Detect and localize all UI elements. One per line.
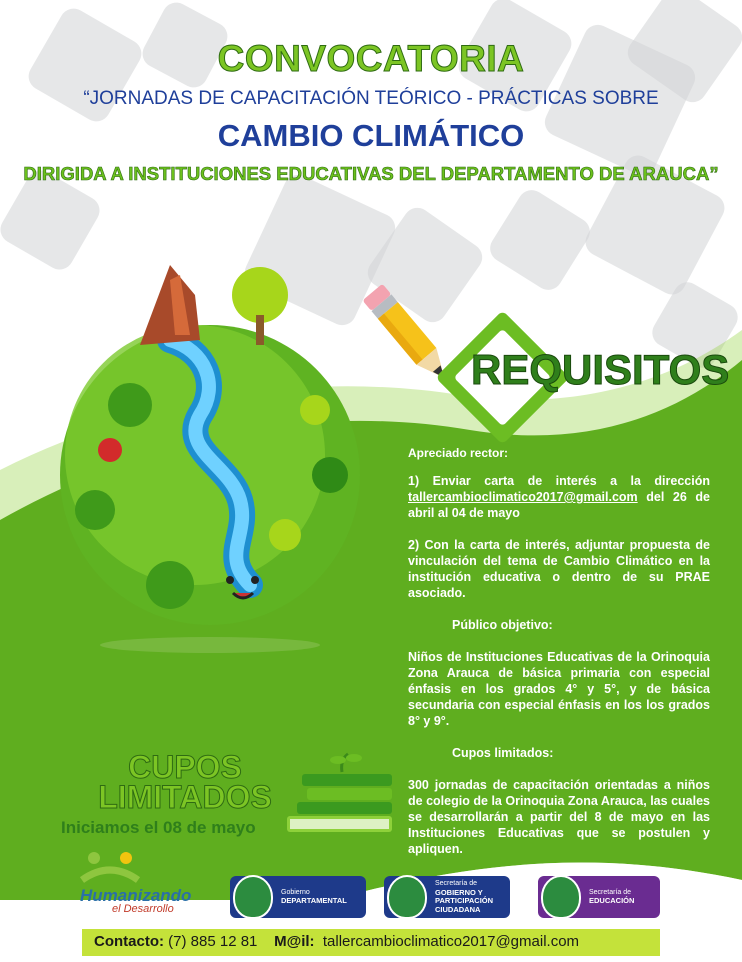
cupos-line1: CUPOS	[128, 749, 242, 785]
requirement-1	[408, 473, 710, 521]
contact-label: Contacto:	[94, 933, 164, 950]
subtitle-audience: DIRIGIDA A INSTITUCIONES EDUCATIVAS DEL DEPARTAMENTO DE ARAUCA”	[23, 163, 719, 184]
subtitle-jornadas: “JORNADAS DE CAPACITACIÓN TEÓRICO - PRÁCTICAS SOBRE	[83, 88, 659, 109]
secretaria-gobierno-label: Secretaría de GOBIERNO Y PARTICIPACIÓN CIUDADANA	[435, 880, 494, 914]
books-icon	[282, 752, 402, 842]
requirement-2: 2) Con la carta de interés, adjuntar propuesta de vinculación del tema de Cambio Climático en la institución educativa o dentro de su PRAE asociado.	[408, 538, 710, 600]
humanizando-figure-icon	[80, 850, 140, 890]
publico-objetivo-heading: Público objetivo:	[452, 618, 553, 632]
start-date: Iniciamos el 08 de mayo	[61, 818, 256, 837]
publico-objetivo-text: Niños de Instituciones Educativas de la Orinoquia Zona Arauca de básica primaria con especial énfasis en los grados 4° y 5°, y de básica secundaria con especial énfasis en los los grados 8° y 9°.	[408, 650, 710, 728]
arauca-shield-icon	[233, 875, 273, 919]
greeting: Apreciado rector:	[408, 446, 509, 460]
globe-illustration	[30, 255, 370, 655]
contact-text	[94, 933, 579, 950]
secretaria-educacion-logo	[538, 876, 660, 918]
desarrollo-text: el Desarrollo	[112, 903, 174, 915]
contact-phone: (7) 885 12 81	[168, 933, 258, 950]
requirement-1-prefix: 1) Enviar carta de interés a la dirección	[408, 474, 710, 488]
contact-email[interactable]: tallercambioclimatico2017@gmail.com	[322, 933, 580, 950]
cupos-banner	[90, 749, 280, 815]
requisitos-body	[408, 445, 710, 857]
cupos-line2: LIMITADOS	[98, 779, 272, 815]
cupos-limitados-heading: Cupos limitados:	[452, 746, 554, 760]
mail-label: M@il:	[274, 933, 315, 950]
requisitos-title: REQUISITOS	[471, 346, 730, 393]
secretaria-gobierno-logo	[384, 876, 510, 918]
secretaria-educacion-label: Secretaría de EDUCACIÓN	[589, 888, 635, 905]
requirement-email-link[interactable]: tallercambioclimatico2017@gmail.com	[408, 490, 638, 504]
arauca-shield-icon	[387, 875, 427, 919]
arauca-shield-icon	[541, 875, 581, 919]
gobierno-departamental-logo	[230, 876, 366, 918]
requirement-1-suffix: del 26 de abril al 04 de mayo	[408, 490, 710, 520]
title-convocatoria: CONVOCATORIA	[217, 38, 525, 79]
cupos-limitados-text: 300 jornadas de capacitación orientadas a niños de colegio de la Orinoquia Zona Arauca, las cuales se desarrollarán a partir del 8 de mayo en las Instituciones Educativas que se postulen y apliquen.	[408, 778, 710, 856]
title-cambio-climatico: CAMBIO CLIMÁTICO	[217, 118, 525, 153]
humanizando-text: Humanizando	[80, 886, 192, 905]
gobierno-label: Gobierno DEPARTAMENTAL	[281, 888, 347, 905]
